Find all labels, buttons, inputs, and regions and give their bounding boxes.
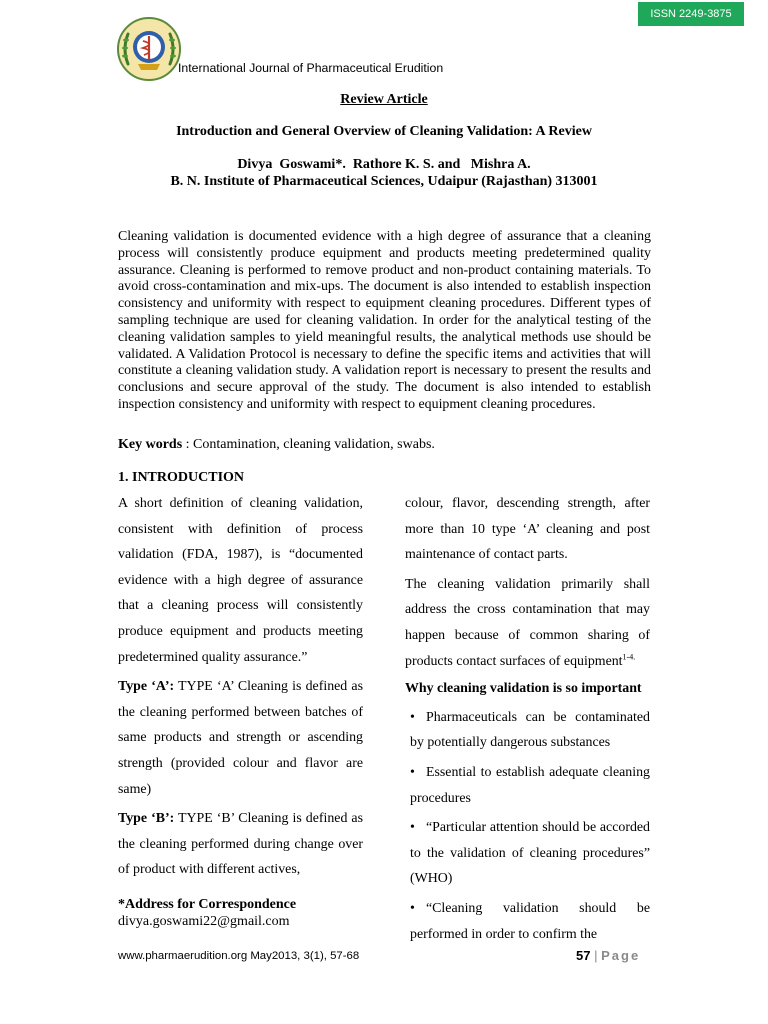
bullet-icon: • [410, 764, 415, 780]
list-item [405, 705, 650, 756]
correspondence-label: *Address for Correspondence [118, 897, 297, 912]
bullet-icon: • [410, 820, 415, 836]
bullet-icon: • [410, 900, 415, 916]
footer-page [576, 948, 640, 963]
keywords-text: : Contamination, cleaning validation, swabs. [182, 437, 435, 452]
right-column [405, 491, 650, 951]
type-a-text: TYPE ‘A’ Cleaning is defined as the cleaning performed between batches of same products and strength or ascending strength (provided colour and flavor are same) [118, 679, 363, 797]
type-b-text: TYPE ‘B’ Cleaning is defined as the cleaning performed during change over of product with different actives, [118, 811, 364, 878]
footer-separator: | [594, 948, 598, 963]
intro-paragraph: A short definition of cleaning validation, consistent with definition of process validation (FDA, 1987), is “documented evidence with a high degree of assurance that a cleaning process will consistently produce equipment and products meeting predetermined quality assurance.” [118, 496, 363, 665]
author-list: Divya Goswami*. Rathore K. S. and Mishra A. [237, 157, 531, 172]
bullet-icon: • [410, 709, 415, 725]
reference-superscript: 1-4. [622, 651, 636, 661]
article-type: Review Article [340, 92, 428, 107]
cross-contamination-text: The cleaning validation primarily shall address the cross contamination that may happen because of common sharing of products contact surfaces of equipment [405, 576, 650, 669]
subsection-heading: Why cleaning validation is so important [405, 681, 642, 697]
correspondence [118, 896, 296, 930]
footer-citation[interactable]: www.pharmaerudition.org May2013, 3(1), 57-68 [118, 950, 360, 962]
list-item-text: Pharmaceuticals can be contaminated by potentially dangerous substances [410, 709, 650, 751]
list-item-text: “Particular attention should be accorded to the validation of cleaning procedures” (WHO) [410, 820, 650, 887]
list-item [405, 815, 650, 892]
keywords-label: Key words [118, 437, 183, 452]
continuation-paragraph: colour, flavor, descending strength, after more than 10 type ‘A’ cleaning and post maintenance of contact parts. [405, 496, 650, 563]
type-b-label: Type ‘B’: [118, 811, 175, 827]
correspondence-email[interactable]: divya.goswami22@gmail.com [118, 914, 290, 929]
list-item [405, 896, 650, 947]
cross-contamination-paragraph [405, 572, 650, 674]
list-item-text: Essential to establish adequate cleaning procedures [410, 764, 650, 806]
page-word: Page [601, 948, 641, 963]
section-heading: 1. INTRODUCTION [118, 470, 245, 485]
author-affiliation: B. N. Institute of Pharmaceutical Sciences, Udaipur (Rajasthan) 313001 [170, 174, 598, 189]
journal-name: International Journal of Pharmaceutical Erudition [178, 61, 444, 75]
type-a-paragraph [118, 674, 363, 802]
page-number: 57 [576, 948, 591, 963]
abstract: Cleaning validation is documented evidence with a high degree of assurance that a cleaning process will consistently produce equipment and products meeting predetermined quality assurance. Cleaning is performed to remove product and non-product containing materials. To avoid cross-contamination and mix-ups. The document is also intended to establish inspection consistency and uniformity with respect to equipment cleaning procedures. Different types of sampling technique are used for cleaning validation. In order for the analytical testing of the cleaning validation samples to yield meaningful results, the analytical methods use should be validated. A Validation Protocol is necessary to define the specific items and activities that will constitute a cleaning validation study. A validation report is necessary to present the results and conclusions and secure approval of the study. The document is also intended to establish inspection consistency and uniformity with respect to equipment cleaning procedures. [118, 229, 651, 412]
list-item [405, 760, 650, 811]
left-column [118, 491, 363, 887]
type-b-paragraph [118, 806, 363, 883]
type-a-label: Type ‘A’: [118, 679, 175, 695]
list-item-text: “Cleaning validation should be performed in order to confirm the [410, 900, 650, 942]
issn-badge: ISSN 2249-3875 [638, 2, 744, 26]
keywords [118, 437, 435, 453]
article-title: Introduction and General Overview of Cleaning Validation: A Review [176, 124, 592, 139]
journal-logo-icon [116, 16, 182, 82]
